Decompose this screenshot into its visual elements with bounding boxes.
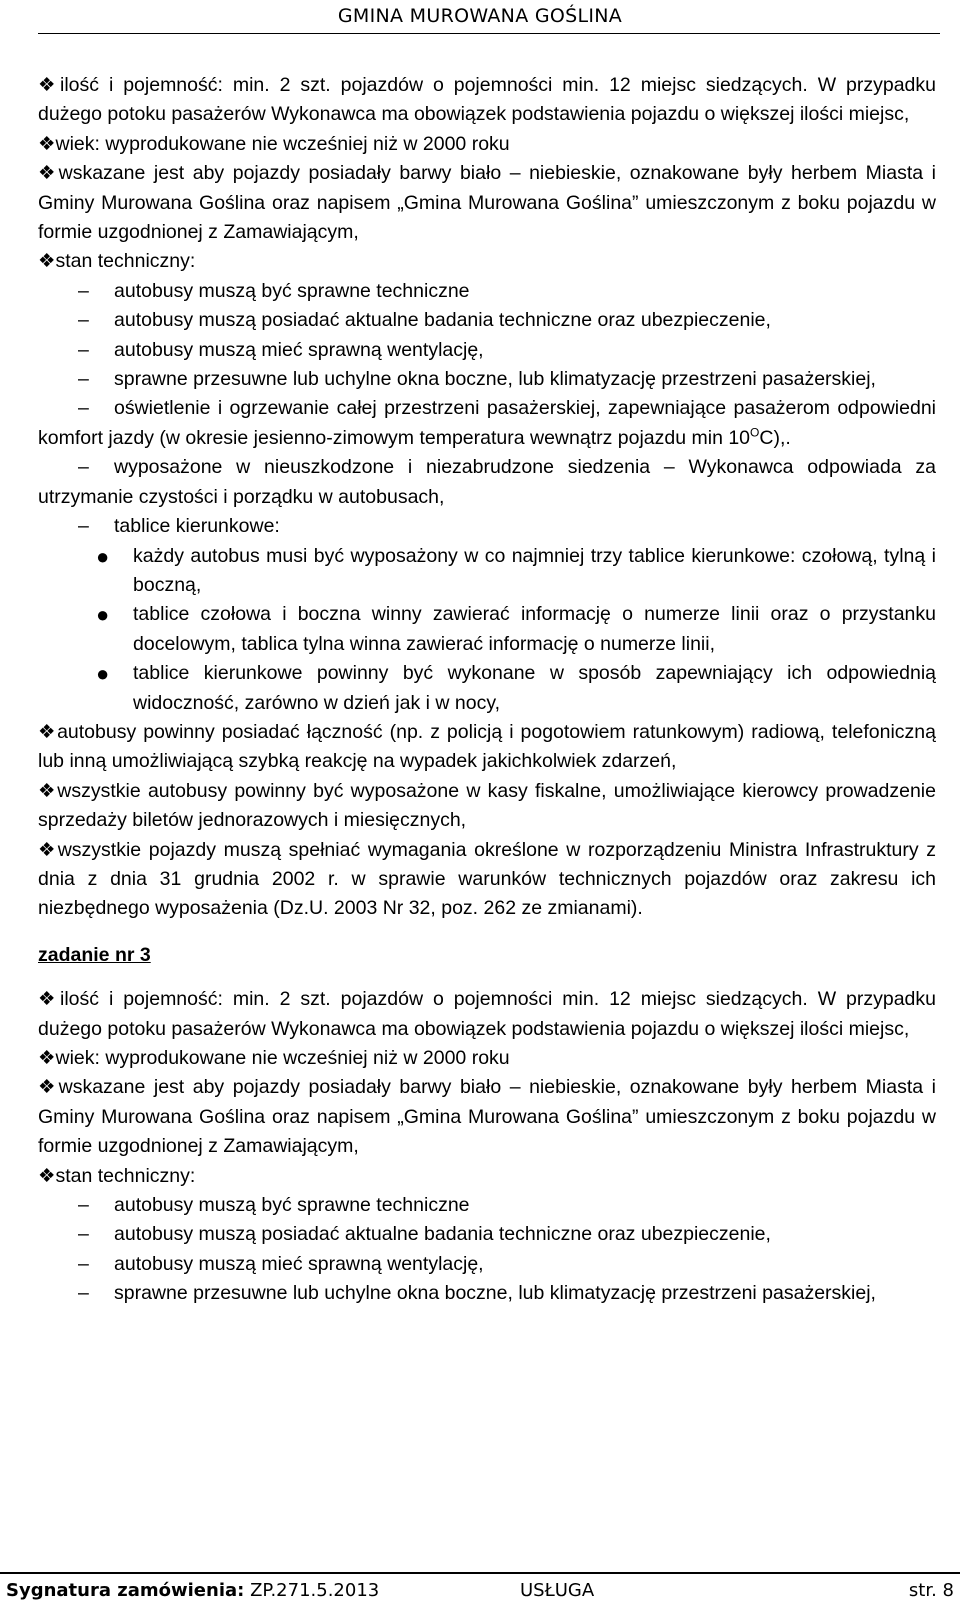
sub-list-item	[38, 306, 936, 335]
dash-bullet-icon: –	[78, 368, 89, 391]
diamond-bullet-icon: ❖	[38, 838, 58, 861]
list-item-text: tablice kierunkowe:	[114, 515, 280, 538]
list-item	[38, 985, 936, 1044]
dash-bullet-icon: –	[78, 1252, 89, 1275]
dash-bullet-icon: –	[78, 338, 89, 361]
dash-bullet-icon: –	[78, 279, 89, 302]
document-body	[38, 71, 936, 1309]
list-item-text: wszystkie autobusy powinny być wyposażone w kasy fiskalne, umożliwiające kierowcy prowadzenie sprzedaży biletów jednorazowych i miesięcznych,	[38, 779, 936, 832]
list-item-text: wiek: wyprodukowane nie wcześniej niż w 2000 roku	[55, 132, 510, 155]
list-item	[38, 777, 936, 836]
dot-bullet-icon: ●	[96, 602, 110, 628]
list-item-text: autobusy muszą posiadać aktualne badania techniczne oraz ubezpieczenie,	[114, 1223, 771, 1246]
diamond-bullet-icon: ❖	[38, 1047, 56, 1069]
list-item-text: każdy autobus musi być wyposażony w co najmniej trzy tablice kierunkowe: czołową, tylną i boczną,	[133, 544, 936, 596]
diamond-bullet-icon: ❖	[38, 720, 58, 743]
diamond-bullet-icon: ❖	[38, 250, 56, 273]
list-item	[38, 1044, 936, 1073]
page-footer	[0, 1572, 960, 1605]
list-item	[38, 130, 936, 159]
list-item	[38, 247, 936, 276]
list-item-text: ilość i pojemność: min. 2 szt. pojazdów o pojemności min. 12 miejsc siedzących. W przypadku dużego potoku pasażerów Wykonawca ma obowiązek podstawienia pojazdu o większej ilości miejsc,	[38, 988, 936, 1040]
list-item-text: autobusy muszą być sprawne techniczne	[114, 1194, 470, 1217]
header-divider	[38, 33, 940, 34]
sub-list-item	[38, 453, 936, 512]
list-item-text: sprawne przesuwne lub uchylne okna boczne, lub klimatyzację przestrzeni pasażerskiej,	[114, 1282, 876, 1305]
list-item	[38, 1073, 936, 1161]
list-item-text: wskazane jest aby pojazdy posiadały barwy biało – niebieskie, oznakowane były herbem Miasta i Gminy Murowana Goślina oraz napisem „Gmina Murowana Goślina” umieszczonym z boku pojazdu w formie uzgodnionej z Zamawiającym,	[38, 1076, 936, 1158]
sub-list-item	[38, 336, 936, 365]
list-item	[38, 718, 936, 777]
list-item-text: tablice czołowa i boczna winny zawierać informację o numerze linii oraz o przystanku docelowym, tablica tylna winna zawierać informację o numerze linii,	[133, 603, 936, 655]
nested-list-item	[38, 600, 936, 659]
list-item-text: ilość i pojemność: min. 2 szt. pojazdów o pojemności min. 12 miejsc siedzących. W przypadku dużego potoku pasażerów Wykonawca ma obowiązek podstawienia pojazdu o większej ilości miejsc,	[38, 74, 936, 126]
list-item-text-tail: C),.	[759, 426, 791, 449]
footer-divider	[0, 1572, 960, 1574]
list-item-text: autobusy powinny posiadać łączność (np. z policją i pogotowiem ratunkowym) radiową, telefoniczną lub inną umożliwiającą szybką reakcję na wypadek jakichkolwiek zdarzeń,	[38, 720, 936, 773]
list-item	[38, 1162, 936, 1191]
signature-label: Sygnatura zamówienia:	[6, 1580, 245, 1601]
list-item-text: sprawne przesuwne lub uchylne okna boczne, lub klimatyzację przestrzeni pasażerskiej,	[114, 368, 876, 391]
sub-list-item	[38, 1191, 936, 1220]
nested-list-item	[38, 659, 936, 718]
dot-bullet-icon: ●	[96, 543, 110, 569]
dash-bullet-icon: –	[78, 1194, 89, 1217]
page-number: str. 8	[908, 1580, 954, 1601]
footer-line	[6, 1579, 954, 1603]
diamond-bullet-icon: ❖	[38, 74, 60, 96]
list-item-text: wiek: wyprodukowane nie wcześniej niż w 2000 roku	[55, 1047, 510, 1069]
dash-bullet-icon: –	[78, 397, 89, 420]
list-item-text: stan techniczny:	[55, 250, 196, 273]
sub-list-item	[38, 512, 936, 541]
list-item-text: wszystkie pojazdy muszą spełniać wymagania określone w rozporządzeniu Ministra Infrastruktury z dnia z dnia 31 grudnia 2002 r. w sprawie warunków technicznych pojazdów oraz zakresu ich niezbędnego wyposażenia (Dz.U. 2003 Nr 32, poz. 262 ze zmianami).	[38, 838, 937, 920]
list-item	[38, 159, 936, 247]
diamond-bullet-icon: ❖	[38, 988, 60, 1011]
sub-list-item	[38, 1220, 936, 1249]
superscript: O	[750, 425, 760, 440]
dash-bullet-icon: –	[78, 309, 89, 332]
diamond-bullet-icon: ❖	[38, 162, 59, 185]
list-item-text: autobusy muszą posiadać aktualne badania techniczne oraz ubezpieczenie,	[114, 309, 771, 332]
dash-bullet-icon: –	[78, 1223, 89, 1246]
sub-list-item	[38, 365, 936, 394]
list-item	[38, 836, 936, 924]
dash-bullet-icon: –	[78, 515, 89, 538]
sub-list-item	[38, 1279, 936, 1308]
list-item	[38, 71, 936, 130]
list-item-text: tablice kierunkowe powinny być wykonane w sposób zapewniający ich odpowiednią widoczność, zarówno w dzień jak i w nocy,	[133, 662, 936, 714]
header-title: GMINA MUROWANA GOŚLINA	[337, 5, 623, 27]
dot-bullet-icon: ●	[96, 661, 110, 687]
nested-list-item	[38, 542, 936, 601]
list-item-text: wyposażone w nieuszkodzone i niezabrudzone siedzenia – Wykonawca odpowiada za utrzymanie czystości i porządku w autobusach,	[38, 456, 936, 508]
diamond-bullet-icon: ❖	[38, 1076, 59, 1099]
service-type: USŁUGA	[520, 1580, 595, 1601]
dash-bullet-icon: –	[78, 456, 89, 479]
section-heading: zadanie nr 3	[38, 943, 151, 966]
sub-list-item	[38, 277, 936, 306]
diamond-bullet-icon: ❖	[38, 132, 56, 155]
dash-bullet-icon: –	[78, 1282, 89, 1305]
page-header	[0, 0, 960, 36]
list-item-text: stan techniczny:	[55, 1164, 196, 1187]
list-item-text: autobusy muszą mieć sprawną wentylację,	[114, 338, 484, 361]
signature-value: ZP.271.5.2013	[250, 1580, 380, 1601]
diamond-bullet-icon: ❖	[38, 1164, 56, 1187]
list-item-text: wskazane jest aby pojazdy posiadały barwy biało – niebieskie, oznakowane były herbem Miasta i Gminy Murowana Goślina oraz napisem „Gmina Murowana Goślina” umieszczonym z boku pojazdu w formie uzgodnionej z Zamawiającym,	[38, 162, 936, 244]
sub-list-item	[38, 394, 936, 453]
list-item-text: autobusy muszą mieć sprawną wentylację,	[114, 1252, 484, 1275]
list-item-text: autobusy muszą być sprawne techniczne	[114, 279, 470, 302]
diamond-bullet-icon: ❖	[38, 779, 58, 802]
list-item-text: oświetlenie i ogrzewanie całej przestrzeni pasażerskiej, zapewniające pasażerom odpowiedni komfort jazdy (w okresie jesienno-zimowym temperatura wewnątrz pojazdu min 10	[38, 397, 936, 449]
sub-list-item	[38, 1250, 936, 1279]
